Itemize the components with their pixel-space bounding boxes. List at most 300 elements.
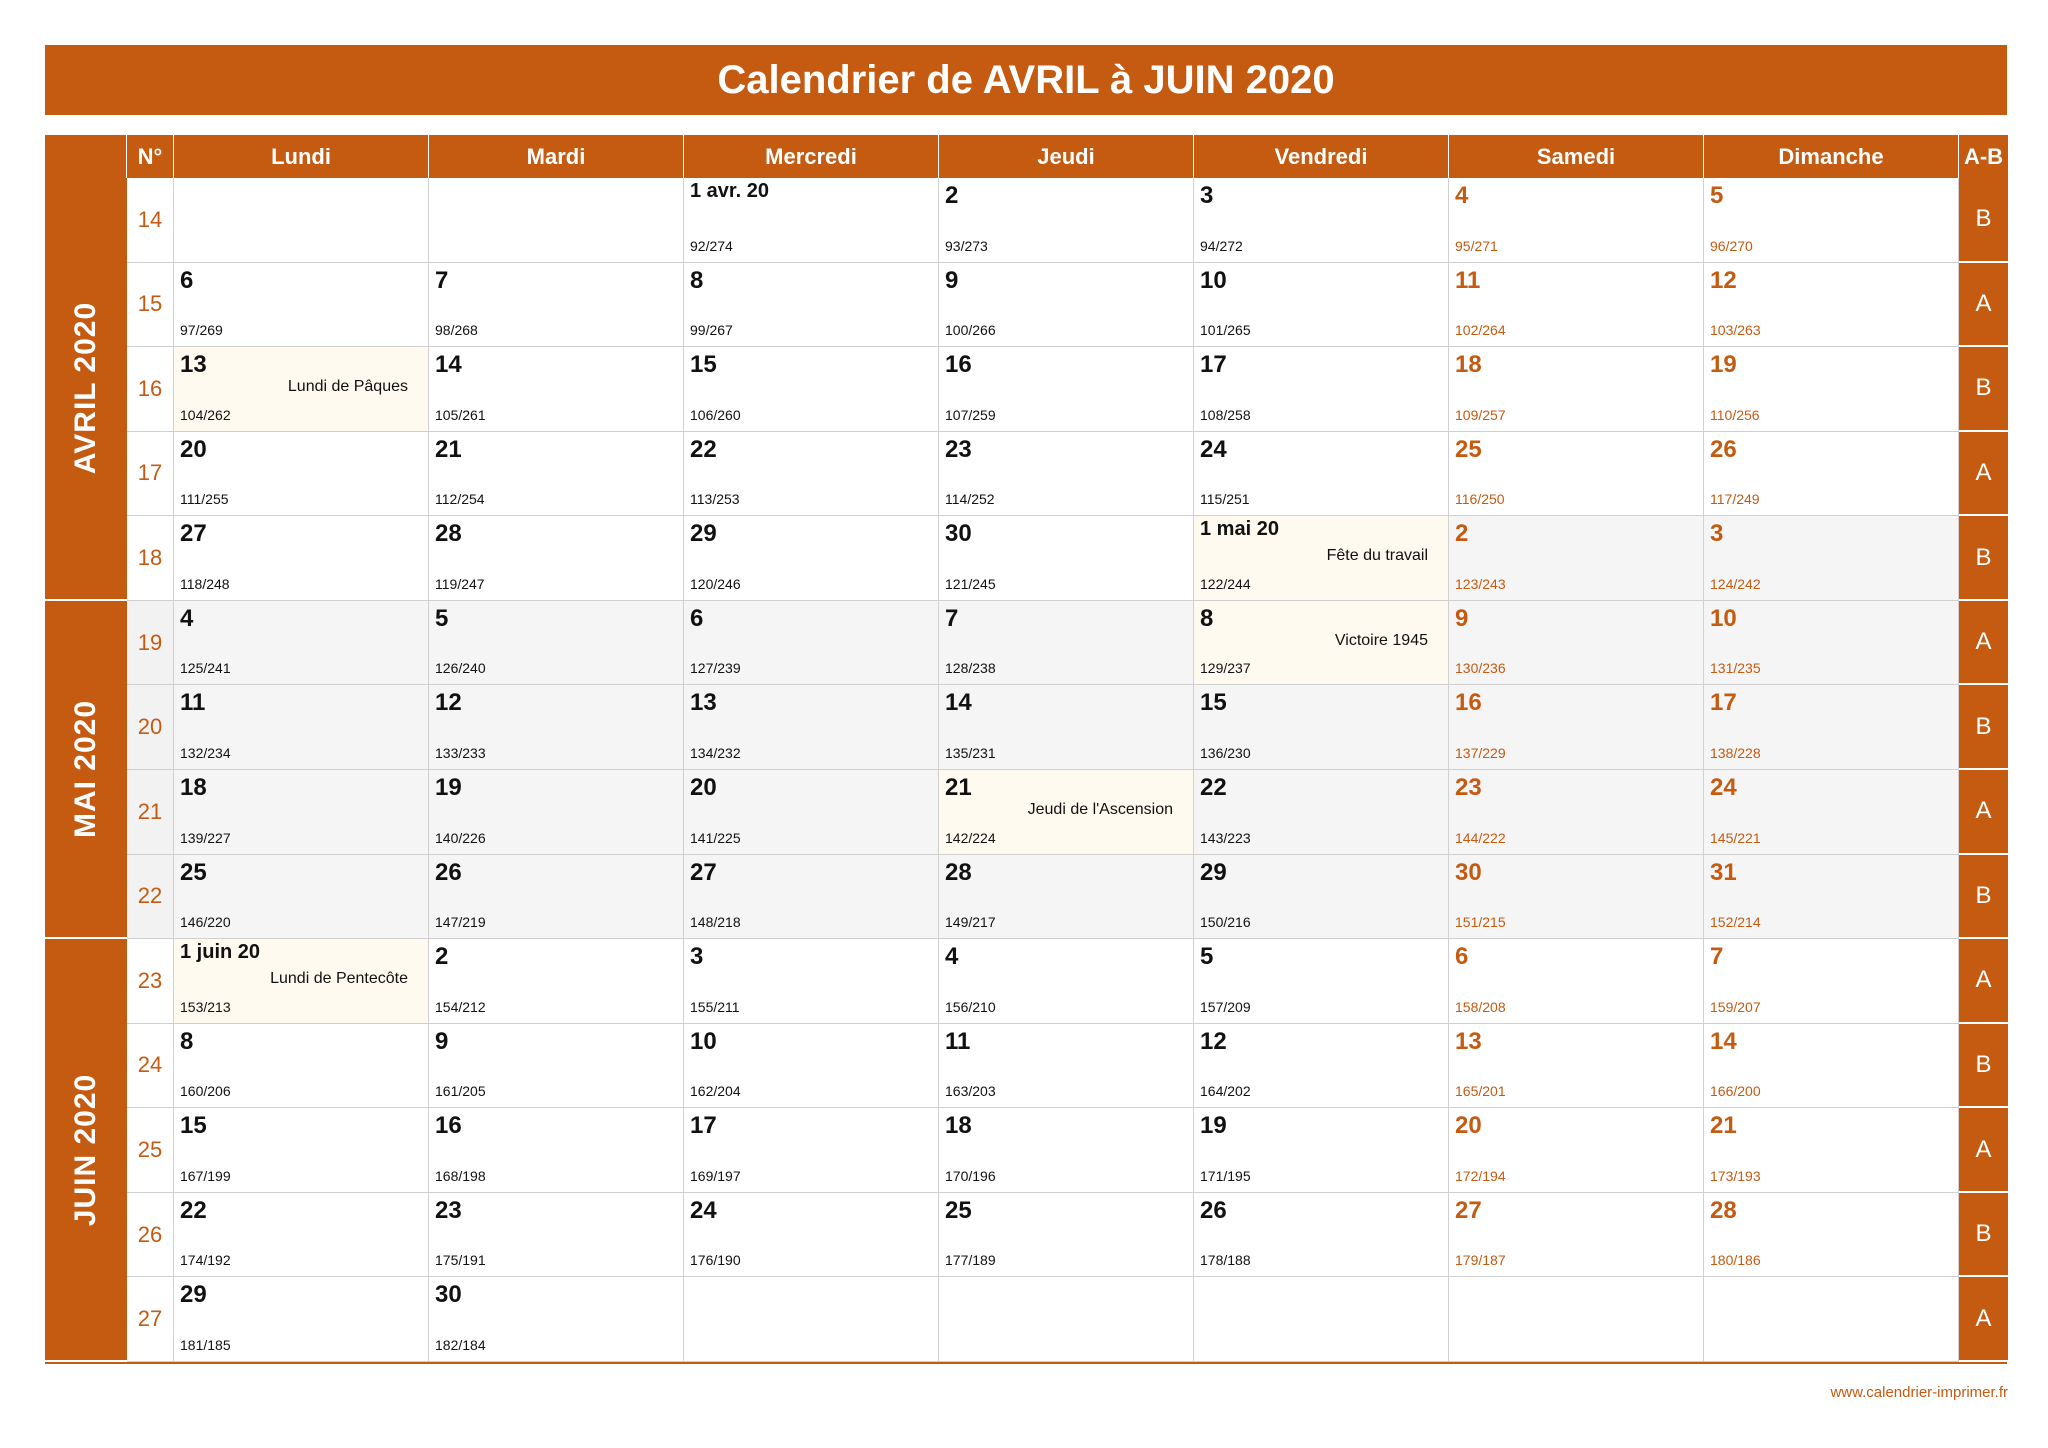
day-cell (1449, 1108, 1704, 1193)
day-number: 7 (1710, 943, 1724, 971)
header-day-thursday: Jeudi (939, 135, 1194, 178)
day-of-year: 123/243 (1455, 575, 1506, 592)
day-number: 1 mai 20 (1200, 518, 1279, 541)
day-number: 16 (945, 351, 972, 379)
day-number: 28 (435, 520, 462, 548)
day-number: 21 (1710, 1112, 1737, 1140)
day-of-year: 181/185 (180, 1336, 231, 1353)
day-cell (1704, 685, 1959, 770)
day-cell (684, 1024, 939, 1109)
day-of-year: 125/241 (180, 660, 231, 677)
day-number: 23 (1455, 773, 1482, 801)
day-of-year: 152/214 (1710, 914, 1761, 931)
day-of-year: 151/215 (1455, 914, 1506, 931)
day-of-year: 156/210 (945, 998, 996, 1015)
week-number: 19 (127, 601, 174, 686)
day-cell (174, 855, 429, 940)
day-cell (1704, 770, 1959, 855)
day-number: 31 (1710, 858, 1737, 886)
day-of-year: 94/272 (1200, 237, 1243, 254)
day-number: 11 (945, 1027, 971, 1055)
day-number: 5 (1200, 943, 1214, 971)
day-cell (1449, 855, 1704, 940)
day-of-year: 177/189 (945, 1252, 996, 1269)
day-number: 25 (945, 1196, 972, 1224)
day-number: 17 (690, 1112, 717, 1140)
day-of-year: 132/234 (180, 744, 231, 761)
day-cell (429, 263, 684, 348)
day-of-year: 155/211 (690, 998, 740, 1015)
day-number: 17 (1200, 351, 1227, 379)
day-cell (1704, 855, 1959, 940)
day-cell (429, 939, 684, 1024)
day-number: 22 (180, 1196, 207, 1224)
day-of-year: 112/254 (435, 491, 485, 508)
header-day-wednesday: Mercredi (684, 135, 939, 178)
holiday-label: Jeudi de l'Ascension (1027, 800, 1173, 818)
day-cell (1449, 601, 1704, 686)
header-corner (45, 135, 127, 178)
week-ab-label: B (1959, 178, 2008, 263)
week-ab-label: B (1959, 855, 2008, 940)
day-number: 3 (1200, 182, 1214, 209)
day-number: 24 (1710, 773, 1737, 801)
month-band (45, 601, 127, 939)
day-cell (684, 685, 939, 770)
header-day-monday: Lundi (174, 135, 429, 178)
day-cell (1194, 770, 1449, 855)
day-number: 9 (1455, 604, 1469, 632)
day-of-year: 109/257 (1455, 406, 1506, 423)
day-number: 5 (1710, 182, 1724, 209)
day-cell (684, 347, 939, 432)
day-number: 3 (690, 943, 704, 971)
day-cell (1704, 1108, 1959, 1193)
day-of-year: 160/206 (180, 1083, 231, 1100)
day-number: 16 (1455, 689, 1482, 717)
header-day-sunday: Dimanche (1704, 135, 1959, 178)
day-of-year: 143/223 (1200, 829, 1251, 846)
day-cell (1194, 516, 1449, 601)
day-number: 9 (945, 266, 959, 294)
day-cell (1704, 1024, 1959, 1109)
day-number: 6 (1455, 943, 1469, 971)
day-number: 28 (1710, 1196, 1737, 1224)
day-cell (939, 939, 1194, 1024)
day-number: 5 (435, 604, 449, 632)
day-cell (939, 1193, 1194, 1278)
week-ab-label: A (1959, 1108, 2008, 1193)
day-cell (429, 685, 684, 770)
day-number: 21 (945, 773, 972, 801)
day-of-year: 128/238 (945, 660, 996, 677)
week-ab-label: A (1959, 1277, 2008, 1362)
day-of-year: 140/226 (435, 829, 486, 846)
day-number: 4 (180, 604, 194, 632)
day-of-year: 141/225 (690, 829, 741, 846)
day-cell (174, 601, 429, 686)
month-label: AVRIL 2020 (69, 302, 102, 475)
day-number: 14 (435, 351, 462, 379)
day-cell (429, 770, 684, 855)
day-number: 15 (1200, 689, 1227, 717)
day-of-year: 171/195 (1200, 1167, 1251, 1184)
day-of-year: 147/219 (435, 914, 486, 931)
week-ab-label: A (1959, 263, 2008, 348)
day-cell (174, 1277, 429, 1362)
day-number: 10 (690, 1027, 717, 1055)
day-cell (174, 263, 429, 348)
day-of-year: 95/271 (1455, 237, 1498, 254)
day-of-year: 110/256 (1710, 406, 1760, 423)
day-number: 8 (180, 1027, 194, 1055)
day-of-year: 124/242 (1710, 575, 1761, 592)
day-cell (1704, 178, 1959, 263)
week-ab-label: A (1959, 939, 2008, 1024)
day-number: 13 (180, 351, 207, 379)
day-number: 14 (945, 689, 972, 717)
day-of-year: 115/251 (1200, 491, 1250, 508)
day-cell (1194, 855, 1449, 940)
day-cell (939, 1024, 1194, 1109)
day-cell (174, 347, 429, 432)
day-number: 19 (435, 773, 462, 801)
day-cell (684, 263, 939, 348)
day-of-year: 163/203 (945, 1083, 996, 1100)
day-number: 13 (1455, 1027, 1482, 1055)
day-of-year: 104/262 (180, 406, 231, 423)
day-cell (1704, 432, 1959, 517)
day-of-year: 96/270 (1710, 237, 1753, 254)
day-number: 4 (945, 943, 959, 971)
day-cell (939, 516, 1194, 601)
day-of-year: 118/248 (180, 575, 230, 592)
week-number: 26 (127, 1193, 174, 1278)
day-of-year: 114/252 (945, 491, 995, 508)
day-cell (1704, 939, 1959, 1024)
month-band (45, 178, 127, 601)
day-cell (429, 347, 684, 432)
day-of-year: 117/249 (1710, 491, 1760, 508)
day-of-year: 101/265 (1200, 322, 1251, 339)
day-cell (1194, 1024, 1449, 1109)
week-ab-label: B (1959, 347, 2008, 432)
header-week-number: N° (127, 135, 174, 178)
day-number: 25 (180, 858, 207, 886)
week-number: 15 (127, 263, 174, 348)
day-number: 22 (1200, 773, 1227, 801)
day-of-year: 136/230 (1200, 744, 1251, 761)
month-band (45, 939, 127, 1362)
day-number: 18 (1455, 351, 1482, 379)
day-number: 14 (1710, 1027, 1737, 1055)
day-cell (1704, 601, 1959, 686)
day-number: 29 (1200, 858, 1227, 886)
day-cell (1704, 347, 1959, 432)
day-number: 9 (435, 1027, 449, 1055)
day-cell (429, 1024, 684, 1109)
day-cell (684, 601, 939, 686)
day-of-year: 150/216 (1200, 914, 1251, 931)
day-of-year: 113/253 (690, 491, 740, 508)
day-of-year: 121/245 (945, 575, 996, 592)
day-number: 8 (1200, 604, 1214, 632)
day-of-year: 174/192 (180, 1252, 231, 1269)
empty-day-cell (939, 1277, 1194, 1362)
day-cell (429, 516, 684, 601)
week-ab-label: A (1959, 770, 2008, 855)
day-of-year: 100/266 (945, 322, 996, 339)
day-cell (939, 347, 1194, 432)
day-of-year: 131/235 (1710, 660, 1761, 677)
day-of-year: 126/240 (435, 660, 486, 677)
day-number: 11 (1455, 266, 1481, 294)
day-of-year: 144/222 (1455, 829, 1506, 846)
day-cell (429, 1193, 684, 1278)
day-number: 27 (690, 858, 717, 886)
day-of-year: 93/273 (945, 237, 988, 254)
day-of-year: 170/196 (945, 1167, 996, 1184)
day-number: 3 (1710, 520, 1724, 548)
day-cell (684, 1193, 939, 1278)
day-number: 1 juin 20 (180, 941, 261, 964)
day-number: 23 (435, 1196, 462, 1224)
day-number: 16 (435, 1112, 462, 1140)
day-cell (1704, 516, 1959, 601)
footer-website: www.calendrier-imprimer.fr (1830, 1384, 2008, 1401)
day-of-year: 92/274 (690, 237, 733, 254)
day-of-year: 134/232 (690, 744, 741, 761)
day-of-year: 176/190 (690, 1252, 741, 1269)
day-of-year: 135/231 (945, 744, 996, 761)
day-of-year: 138/228 (1710, 744, 1761, 761)
week-ab-label: B (1959, 1193, 2008, 1278)
day-cell (1194, 601, 1449, 686)
day-of-year: 98/268 (435, 322, 478, 339)
day-of-year: 119/247 (435, 575, 485, 592)
day-cell (429, 855, 684, 940)
empty-day-cell (174, 178, 429, 263)
day-number: 27 (180, 520, 207, 548)
day-cell (429, 601, 684, 686)
day-cell (684, 1108, 939, 1193)
day-of-year: 127/239 (690, 660, 741, 677)
day-cell (1449, 347, 1704, 432)
day-number: 10 (1710, 604, 1737, 632)
day-cell (1194, 1193, 1449, 1278)
calendar-grid (45, 135, 2007, 1364)
day-of-year: 116/250 (1455, 491, 1505, 508)
day-cell (1449, 1193, 1704, 1278)
week-ab-label: A (1959, 601, 2008, 686)
day-of-year: 99/267 (690, 322, 733, 339)
day-number: 2 (435, 943, 449, 971)
day-number: 12 (1710, 266, 1737, 294)
day-cell (1449, 432, 1704, 517)
day-of-year: 97/269 (180, 322, 223, 339)
day-number: 25 (1455, 435, 1482, 463)
day-cell (684, 855, 939, 940)
day-cell (939, 855, 1194, 940)
day-number: 18 (945, 1112, 972, 1140)
day-cell (684, 432, 939, 517)
day-cell (1704, 263, 1959, 348)
header-day-friday: Vendredi (1194, 135, 1449, 178)
day-cell (1449, 770, 1704, 855)
day-number: 2 (1455, 520, 1469, 548)
day-of-year: 133/233 (435, 744, 486, 761)
day-cell (174, 685, 429, 770)
day-cell (684, 770, 939, 855)
day-cell (174, 770, 429, 855)
day-number: 15 (180, 1112, 207, 1140)
empty-day-cell (429, 178, 684, 263)
day-cell (1704, 1193, 1959, 1278)
week-ab-label: B (1959, 685, 2008, 770)
day-number: 22 (690, 435, 717, 463)
day-cell (939, 178, 1194, 263)
day-cell (174, 432, 429, 517)
week-number: 27 (127, 1277, 174, 1362)
day-cell (174, 939, 429, 1024)
day-cell (1194, 178, 1449, 263)
day-number: 20 (1455, 1112, 1482, 1140)
week-ab-label: B (1959, 516, 2008, 601)
day-number: 20 (690, 773, 717, 801)
day-cell (1194, 347, 1449, 432)
header-day-saturday: Samedi (1449, 135, 1704, 178)
day-of-year: 180/186 (1710, 1252, 1761, 1269)
day-of-year: 148/218 (690, 914, 741, 931)
day-of-year: 172/194 (1455, 1167, 1506, 1184)
day-number: 28 (945, 858, 972, 886)
week-number: 25 (127, 1108, 174, 1193)
day-number: 30 (1455, 858, 1482, 886)
day-cell (429, 1108, 684, 1193)
day-cell (1449, 939, 1704, 1024)
day-of-year: 129/237 (1200, 660, 1251, 677)
holiday-label: Lundi de Pâques (287, 378, 408, 396)
day-of-year: 103/263 (1710, 322, 1761, 339)
header-ab: A-B (1959, 135, 2008, 178)
day-number: 29 (690, 520, 717, 548)
day-cell (429, 1277, 684, 1362)
day-number: 26 (435, 858, 462, 886)
day-of-year: 182/184 (435, 1336, 486, 1353)
day-of-year: 149/217 (945, 914, 996, 931)
day-of-year: 161/205 (435, 1083, 486, 1100)
day-cell (939, 770, 1194, 855)
day-number: 6 (690, 604, 704, 632)
day-cell (1194, 432, 1449, 517)
day-number: 7 (435, 266, 449, 294)
day-cell (1449, 685, 1704, 770)
day-number: 29 (180, 1281, 207, 1309)
day-cell (939, 1108, 1194, 1193)
day-of-year: 107/259 (945, 406, 996, 423)
day-of-year: 169/197 (690, 1167, 741, 1184)
day-cell (1449, 516, 1704, 601)
day-cell (174, 1108, 429, 1193)
day-of-year: 153/213 (180, 998, 231, 1015)
day-of-year: 154/212 (435, 998, 486, 1015)
empty-day-cell (1194, 1277, 1449, 1362)
day-cell (684, 939, 939, 1024)
day-number: 19 (1200, 1112, 1227, 1140)
day-of-year: 164/202 (1200, 1083, 1251, 1100)
week-number: 21 (127, 770, 174, 855)
day-number: 30 (435, 1281, 462, 1309)
week-number: 17 (127, 432, 174, 517)
day-number: 10 (1200, 266, 1227, 294)
month-label: MAI 2020 (69, 699, 103, 839)
calendar-title: Calendrier de AVRIL à JUIN 2020 (45, 45, 2007, 115)
empty-day-cell (1704, 1277, 1959, 1362)
week-number: 14 (127, 178, 174, 263)
week-number: 20 (127, 685, 174, 770)
day-cell (1449, 1024, 1704, 1109)
day-cell (174, 516, 429, 601)
day-of-year: 175/191 (435, 1252, 486, 1269)
day-number: 8 (690, 266, 704, 294)
week-number: 24 (127, 1024, 174, 1109)
week-number: 16 (127, 347, 174, 432)
day-cell (1449, 263, 1704, 348)
day-number: 2 (945, 182, 959, 209)
day-of-year: 166/200 (1710, 1083, 1761, 1100)
day-of-year: 137/229 (1455, 744, 1506, 761)
day-cell (939, 601, 1194, 686)
day-number: 6 (180, 266, 194, 294)
day-cell (1449, 178, 1704, 263)
day-cell (174, 1024, 429, 1109)
day-of-year: 120/246 (690, 575, 741, 592)
day-cell (429, 432, 684, 517)
day-number: 17 (1710, 689, 1737, 717)
week-number: 23 (127, 939, 174, 1024)
day-number: 1 avr. 20 (690, 180, 769, 202)
day-cell (1194, 1108, 1449, 1193)
day-number: 18 (180, 773, 207, 801)
week-ab-label: A (1959, 432, 2008, 517)
day-number: 24 (690, 1196, 717, 1224)
day-number: 21 (435, 435, 462, 463)
empty-day-cell (684, 1277, 939, 1362)
day-number: 11 (180, 689, 206, 717)
day-cell (684, 178, 939, 263)
day-of-year: 157/209 (1200, 998, 1251, 1015)
day-of-year: 139/227 (180, 829, 231, 846)
day-of-year: 168/198 (435, 1167, 486, 1184)
week-ab-label: B (1959, 1024, 2008, 1109)
day-number: 26 (1200, 1196, 1227, 1224)
day-cell (1194, 263, 1449, 348)
holiday-label: Lundi de Pentecôte (270, 970, 408, 988)
day-cell (684, 516, 939, 601)
day-number: 24 (1200, 435, 1227, 463)
day-of-year: 179/187 (1455, 1252, 1506, 1269)
day-number: 13 (690, 689, 717, 717)
day-number: 4 (1455, 182, 1469, 209)
day-of-year: 167/199 (180, 1167, 231, 1184)
day-of-year: 108/258 (1200, 406, 1251, 423)
day-of-year: 142/224 (945, 829, 996, 846)
day-number: 19 (1710, 351, 1737, 379)
day-of-year: 159/207 (1710, 998, 1761, 1015)
day-of-year: 106/260 (690, 406, 741, 423)
day-number: 12 (1200, 1027, 1227, 1055)
day-of-year: 178/188 (1200, 1252, 1251, 1269)
